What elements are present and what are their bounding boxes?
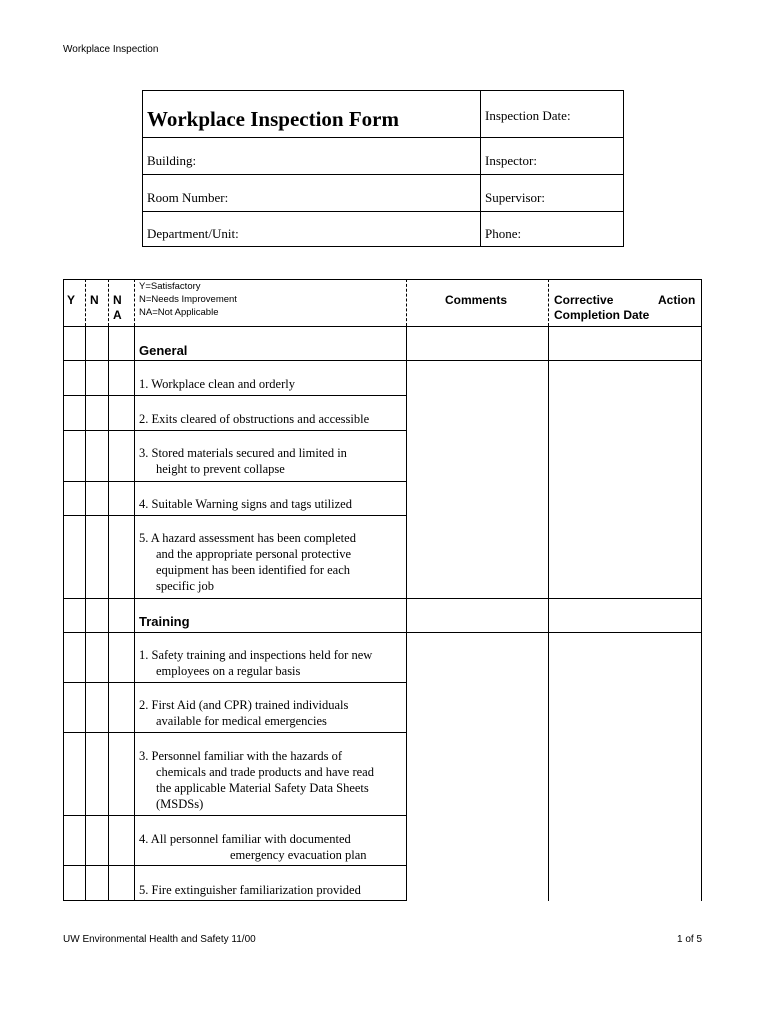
table-bottom-border <box>63 900 407 901</box>
room-number-label: Room Number: <box>147 190 229 205</box>
row-divider <box>63 732 407 733</box>
running-header: Workplace Inspection <box>63 44 159 55</box>
form-title: Workplace Inspection Form <box>147 107 399 131</box>
table-border-left <box>63 279 64 901</box>
col-divider-na-header <box>134 279 135 326</box>
item-text: and the appropriate personal protective <box>156 547 352 561</box>
inspection-date-label: Inspection Date: <box>485 108 571 123</box>
col-divider-n-header <box>108 279 109 326</box>
supervisor-label: Supervisor: <box>485 190 545 205</box>
row-divider <box>63 481 407 482</box>
legend-not-applicable: NA=Not Applicable <box>139 307 219 318</box>
item-text: chemicals and trade products and have read <box>156 765 374 779</box>
inspector-label: Inspector: <box>485 153 537 168</box>
checklist-item <box>139 376 407 392</box>
section-title-training: Training <box>139 614 190 629</box>
supervisor-field[interactable] <box>481 175 623 211</box>
checklist-item <box>139 697 407 729</box>
item-text: 1. Workplace clean and orderly <box>139 377 295 391</box>
row-divider <box>63 632 702 633</box>
item-text: equipment has been identified for each <box>156 563 351 577</box>
section-title-general: General <box>139 343 188 358</box>
department-field[interactable] <box>143 212 481 246</box>
item-text: 3. Personnel familiar with the hazards of <box>139 749 343 763</box>
header-row-title <box>143 91 623 138</box>
col-divider-comments-header <box>548 279 549 326</box>
item-text: specific job <box>156 579 214 593</box>
item-text: 5. A hazard assessment has been completed <box>139 531 356 545</box>
department-label: Department/Unit: <box>147 226 239 241</box>
col-divider-y-header <box>85 279 86 326</box>
col-header-na-line1: N <box>113 293 122 307</box>
phone-label: Phone: <box>485 226 522 241</box>
building-field[interactable] <box>143 138 481 174</box>
footer-left: UW Environmental Health and Safety 11/00 <box>63 934 256 945</box>
row-divider <box>63 865 407 866</box>
item-text: employees on a regular basis <box>156 664 301 678</box>
item-text: available for medical emergencies <box>156 714 327 728</box>
col-header-action: Action <box>658 293 696 307</box>
checklist-item <box>139 411 407 427</box>
item-text: 2. Exits cleared of obstructions and accessible <box>139 412 370 426</box>
col-header-corrective: Corrective <box>554 293 614 307</box>
checklist-item <box>139 530 407 594</box>
row-divider <box>63 598 702 599</box>
row-divider <box>63 515 407 516</box>
header-row-department <box>143 212 623 246</box>
col-header-completion-date: Completion Date <box>554 308 650 322</box>
item-text: 4. All personnel familiar with documented <box>139 832 351 846</box>
header-row-building <box>143 138 623 175</box>
form-header-box <box>142 90 624 247</box>
table-border-right <box>701 279 702 901</box>
legend-needs-improvement: N=Needs Improvement <box>139 294 237 305</box>
page-number: 1 of 5 <box>677 934 703 945</box>
checklist-item <box>139 647 407 679</box>
legend-satisfactory: Y=Satisfactory <box>139 281 201 292</box>
checklist-item <box>139 445 407 477</box>
checklist-item <box>139 831 407 863</box>
row-divider <box>63 430 407 431</box>
room-number-field[interactable] <box>143 175 481 211</box>
building-label: Building: <box>147 153 197 168</box>
item-text: emergency evacuation plan <box>230 848 367 862</box>
header-bottom-border <box>63 326 702 327</box>
item-text: 1. Safety training and inspections held for new <box>139 648 373 662</box>
col-header-comments: Comments <box>445 293 508 307</box>
col-header-y: Y <box>67 293 76 307</box>
row-divider <box>63 395 407 396</box>
col-header-n: N <box>90 293 99 307</box>
item-text: 4. Suitable Warning signs and tags utilized <box>139 497 352 511</box>
checklist-item <box>139 496 407 512</box>
item-text: (MSDSs) <box>156 797 204 811</box>
item-text: 5. Fire extinguisher familiarization provided <box>139 883 361 897</box>
checklist-item <box>139 882 407 898</box>
inspection-date-field[interactable] <box>481 91 623 137</box>
item-text: 3. Stored materials secured and limited in <box>139 446 347 460</box>
item-text: 2. First Aid (and CPR) trained individuals <box>139 698 349 712</box>
inspection-checklist-table <box>63 279 703 901</box>
row-divider <box>63 682 407 683</box>
item-text: height to prevent collapse <box>156 462 285 476</box>
inspector-field[interactable] <box>481 138 623 174</box>
col-header-na-line2: A <box>113 308 122 322</box>
row-divider <box>63 815 407 816</box>
col-divider-item-header <box>406 279 407 326</box>
row-divider <box>63 360 702 361</box>
checklist-item <box>139 748 407 812</box>
rating-legend <box>139 280 237 319</box>
phone-field[interactable] <box>481 212 623 246</box>
header-row-room <box>143 175 623 212</box>
col-divider-comments <box>548 326 549 901</box>
item-text: the applicable Material Safety Data Sheets <box>156 781 369 795</box>
